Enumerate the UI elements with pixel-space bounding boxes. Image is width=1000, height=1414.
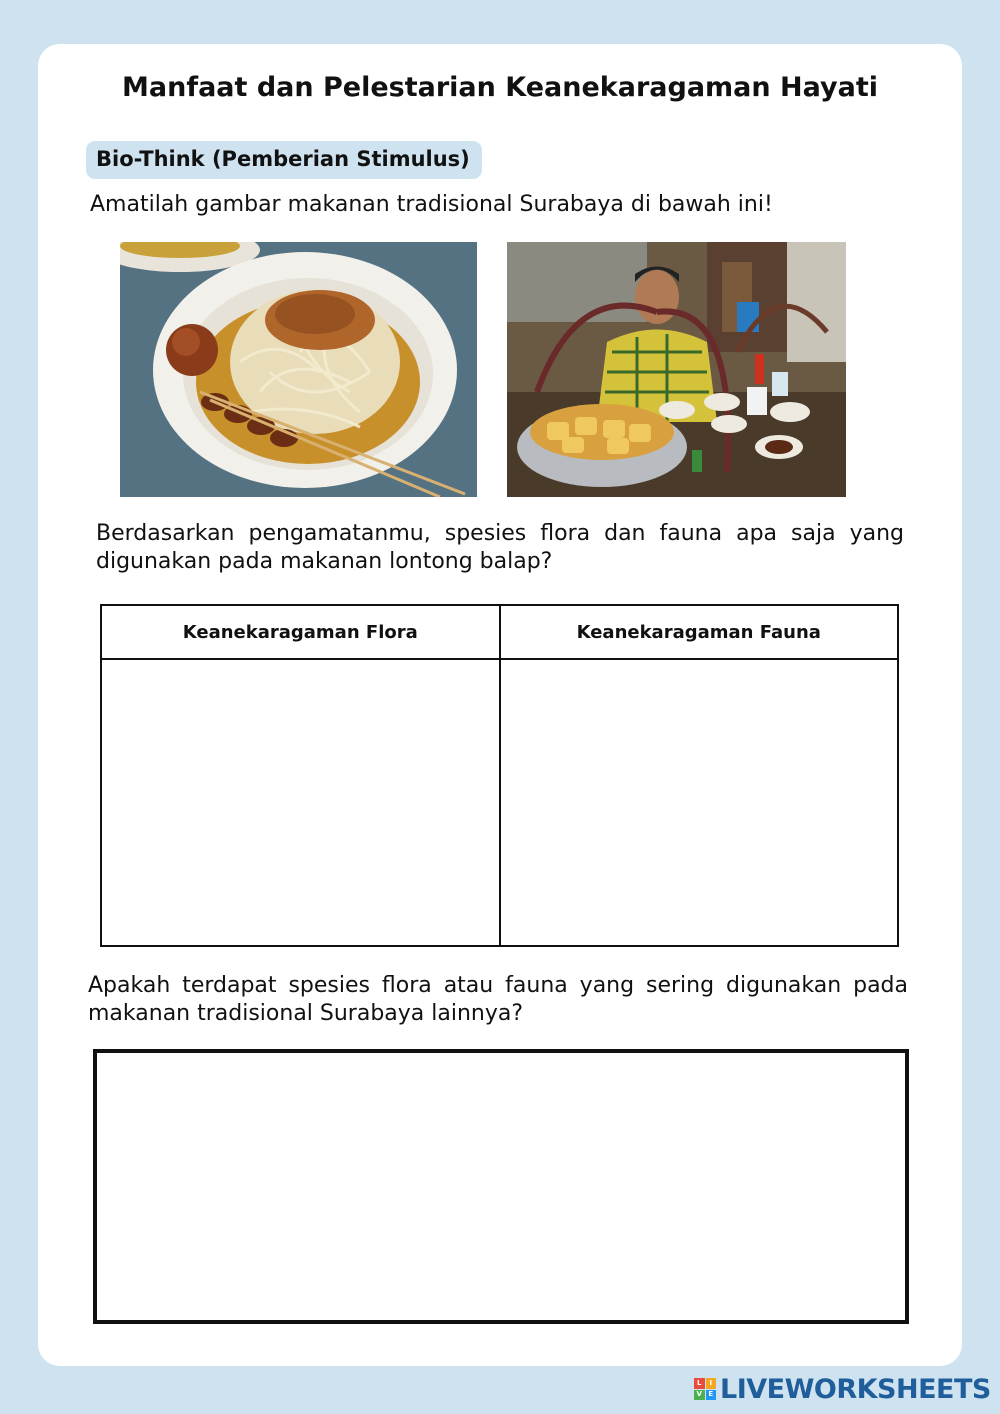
question-2: Apakah terdapat spesies flora atau fauna yang sering digunakan pada makanan tradisional Surabaya lainnya? [88,973,908,1026]
header-flora: Keanekaragaman Flora [101,605,500,659]
liveworksheets-brand [694,1372,991,1406]
question-1: Berdasarkan pengamatanmu, spesies flora dan fauna apa saja yang digunakan pada makanan lontong balap? [96,521,904,574]
logo-letter-l: L [694,1378,705,1389]
answer-flora-cell[interactable] [101,659,500,946]
liveworksheets-logo-icon [694,1378,716,1400]
answer-fauna-cell[interactable] [500,659,899,946]
lontong-balap-stall-photo [507,242,846,497]
brand-text: LIVEWORKSHEETS [720,1373,991,1405]
lontong-balap-plate-photo [120,242,477,497]
logo-letter-i: I [706,1378,717,1389]
page-title: Manfaat dan Pelestarian Keanekaragaman Hayati [122,72,878,103]
instruction-text: Amatilah gambar makanan tradisional Surabaya di bawah ini! [90,192,773,217]
logo-letter-v: V [694,1390,705,1401]
logo-letter-e: E [706,1390,717,1401]
header-fauna: Keanekaragaman Fauna [500,605,899,659]
flora-fauna-table [100,604,899,947]
answer-box-2[interactable] [93,1049,909,1324]
section-label: Bio-Think (Pemberian Stimulus) [86,141,482,179]
